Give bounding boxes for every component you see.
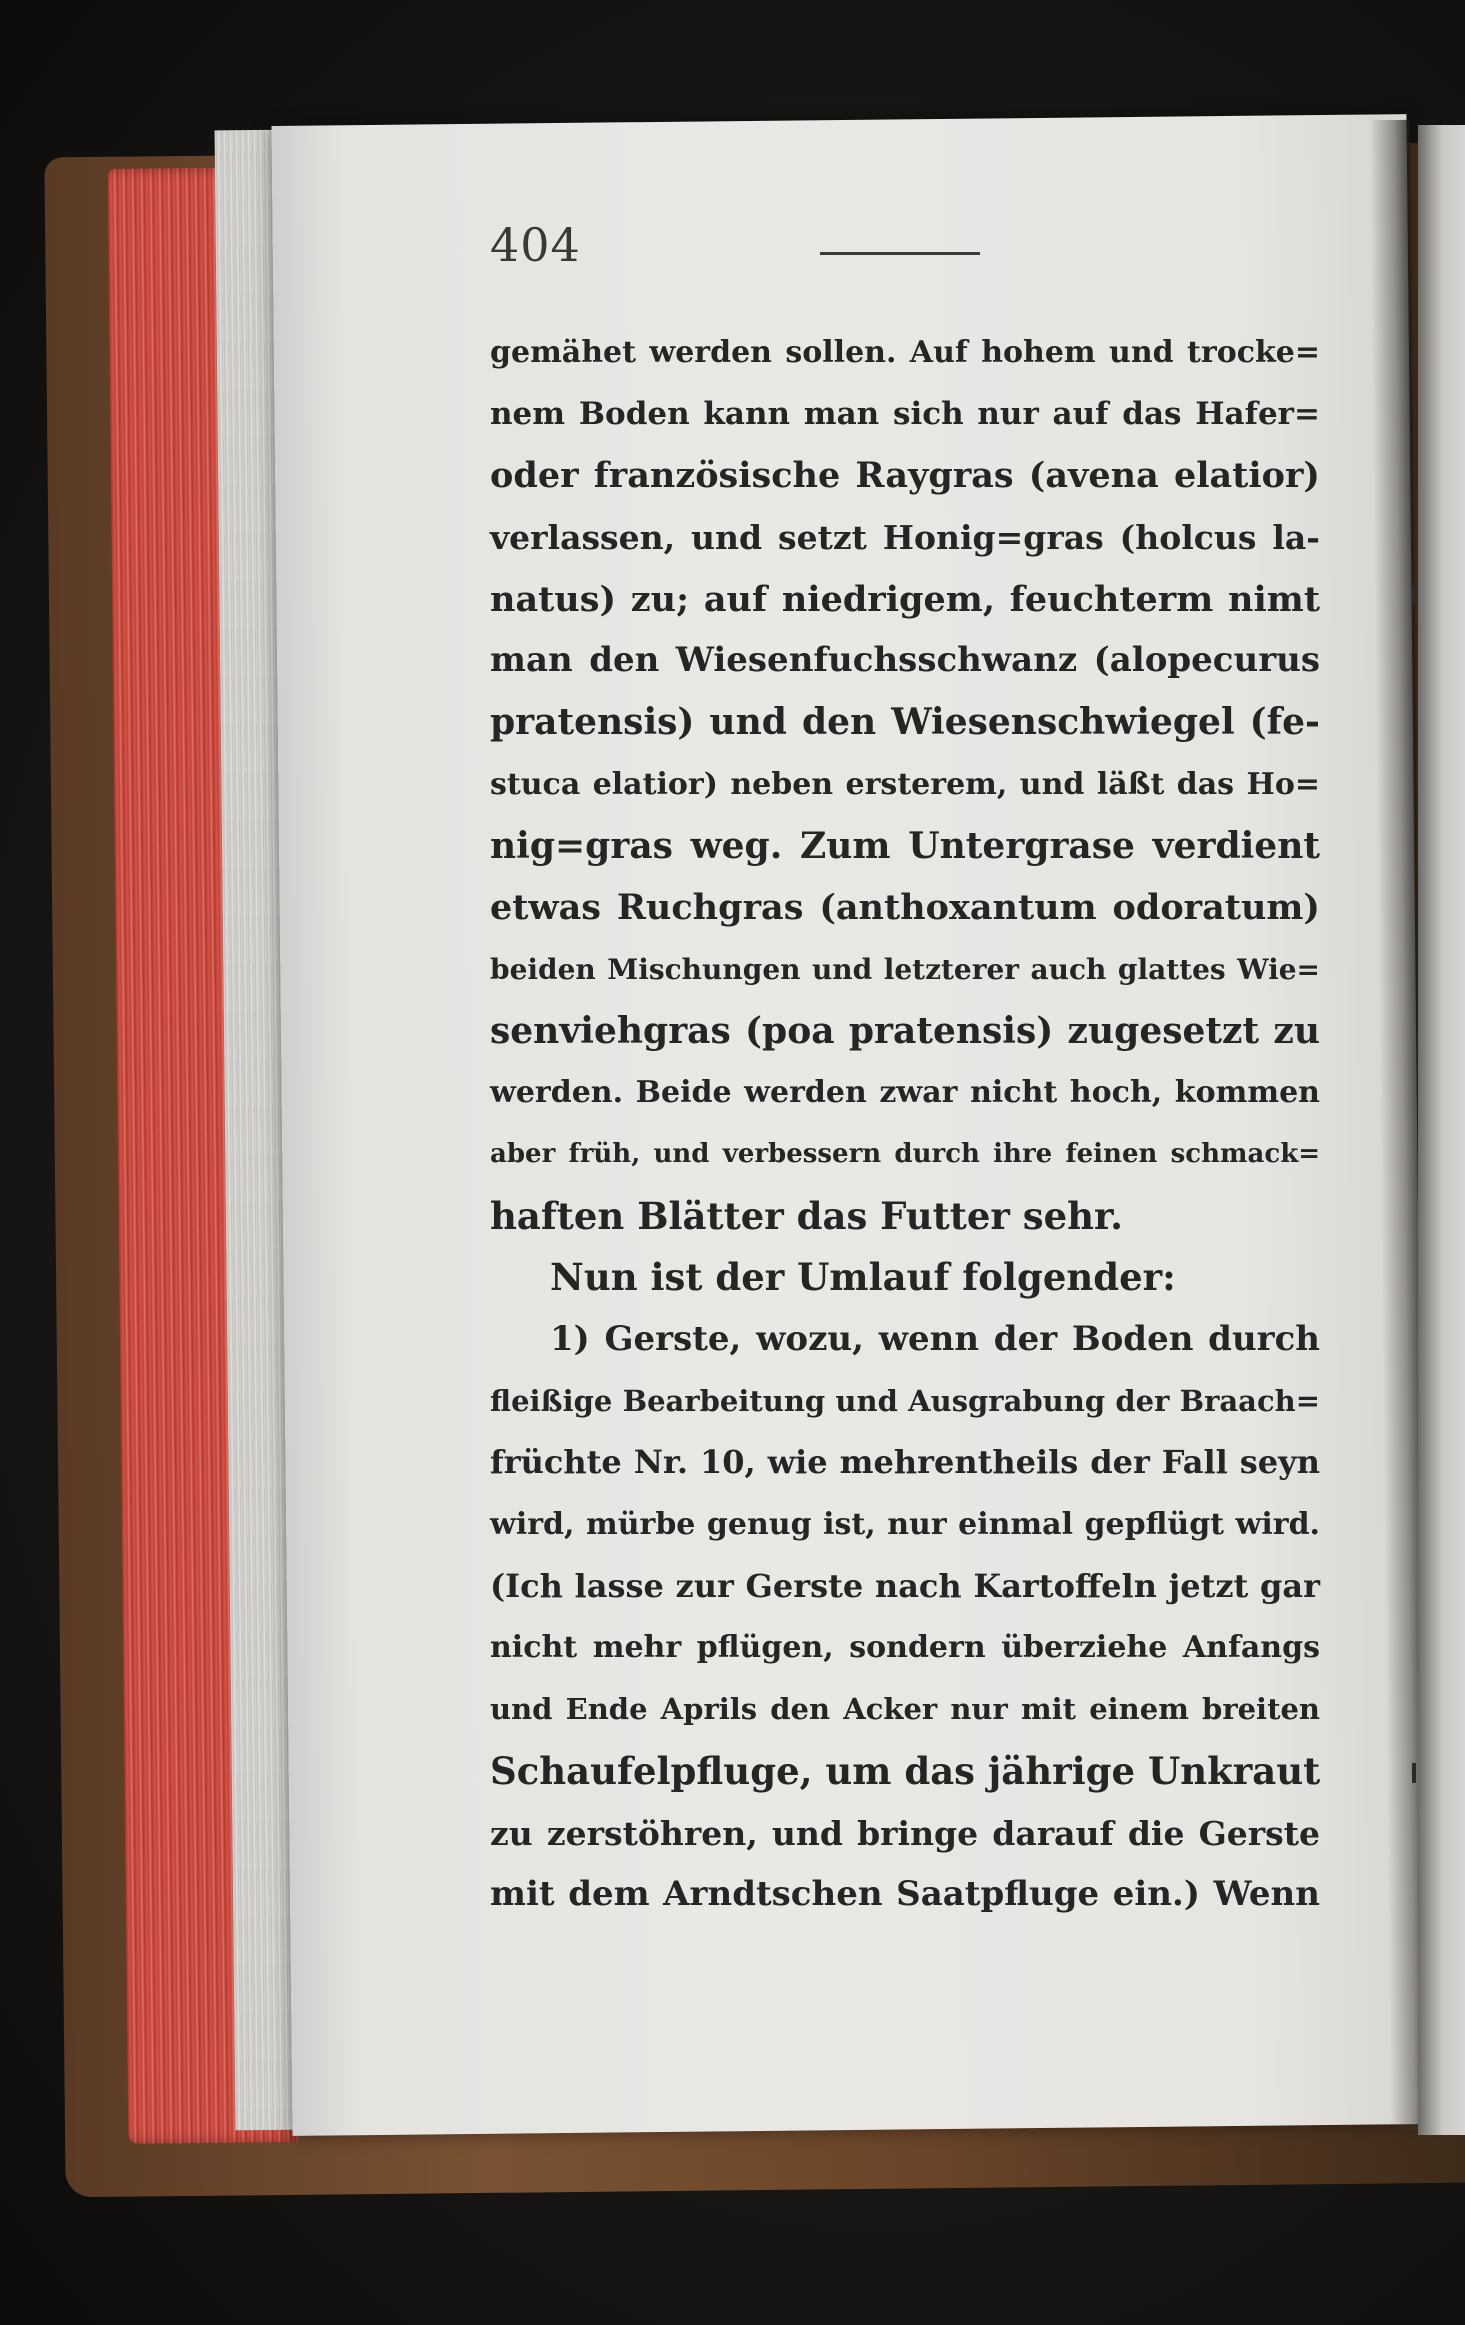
margin-mark [1412,1763,1416,1783]
text-line: natus) zu; auf niedrigem, feuchterm nimt [490,578,1320,620]
text-line: nig=gras weg. Zum Untergrase verdient [490,824,1320,867]
text-line: mit dem Arndtschen Saatpfluge ein.) Wenn [490,1874,1320,1915]
text-line: und Ende Aprils den Acker nur mit einem breiten [490,1692,1320,1727]
text-line: nem Boden kann man sich nur auf das Hafer= [490,395,1320,432]
text-line: pratensis) und den Wiesenschwiegel (fe- [490,701,1320,744]
text-line: wird, mürbe genug ist, nur einmal gepflügt wird. [490,1507,1320,1543]
text-line: fleißige Bearbeitung und Ausgrabung der Braach= [490,1383,1320,1418]
text-line: zu zerstöhren, und bringe darauf die Gerste [490,1813,1320,1853]
facing-page-edge [1418,125,1465,2135]
header-rule [820,252,980,255]
text-line: haften Blätter das Futter sehr. [490,1193,1124,1238]
text-line: gemähet werden sollen. Auf hohem und trocke= [490,335,1320,370]
text-line: werden. Beide werden zwar nicht hoch, kommen [490,1075,1320,1111]
text-line: aber früh, und verbessern durch ihre feinen schmack= [490,1138,1320,1169]
text-line: Schaufelpfluge, um das jährige Unkraut [490,1748,1321,1793]
text-line: (Ich lasse zur Gerste nach Kartoffeln jetzt gar [490,1566,1320,1605]
text-line: beiden Mischungen und letzterer auch glattes Wie= [490,952,1320,986]
text-line: früchte Nr. 10, wie mehrentheils der Fall seyn [490,1443,1320,1482]
page-number: 404 [490,218,581,272]
text-line: senviehgras (poa pratensis) zugesetzt zu [490,1009,1320,1052]
text-line: nicht mehr pflügen, sondern überziehe Anfangs [490,1630,1320,1666]
text-line: etwas Ruchgras (anthoxantum odoratum) [490,887,1320,929]
text-line: man den Wiesenfuchsschwanz (alopecurus [490,640,1320,681]
text-line: oder französische Raygras (avena elatior) [490,455,1320,497]
text-line: stuca elatior) neben ersterem, und läßt das Ho= [490,766,1320,802]
text-line: verlassen, und setzt Honig=gras (holcus la- [490,518,1320,558]
text-line: 1) Gerste, wozu, wenn der Boden durch [550,1319,1320,1359]
page-text [490,322,1320,1926]
text-line: Nun ist der Umlauf folgender: [550,1255,1176,1300]
page-header [490,218,1050,278]
margin-mark [1412,585,1416,605]
